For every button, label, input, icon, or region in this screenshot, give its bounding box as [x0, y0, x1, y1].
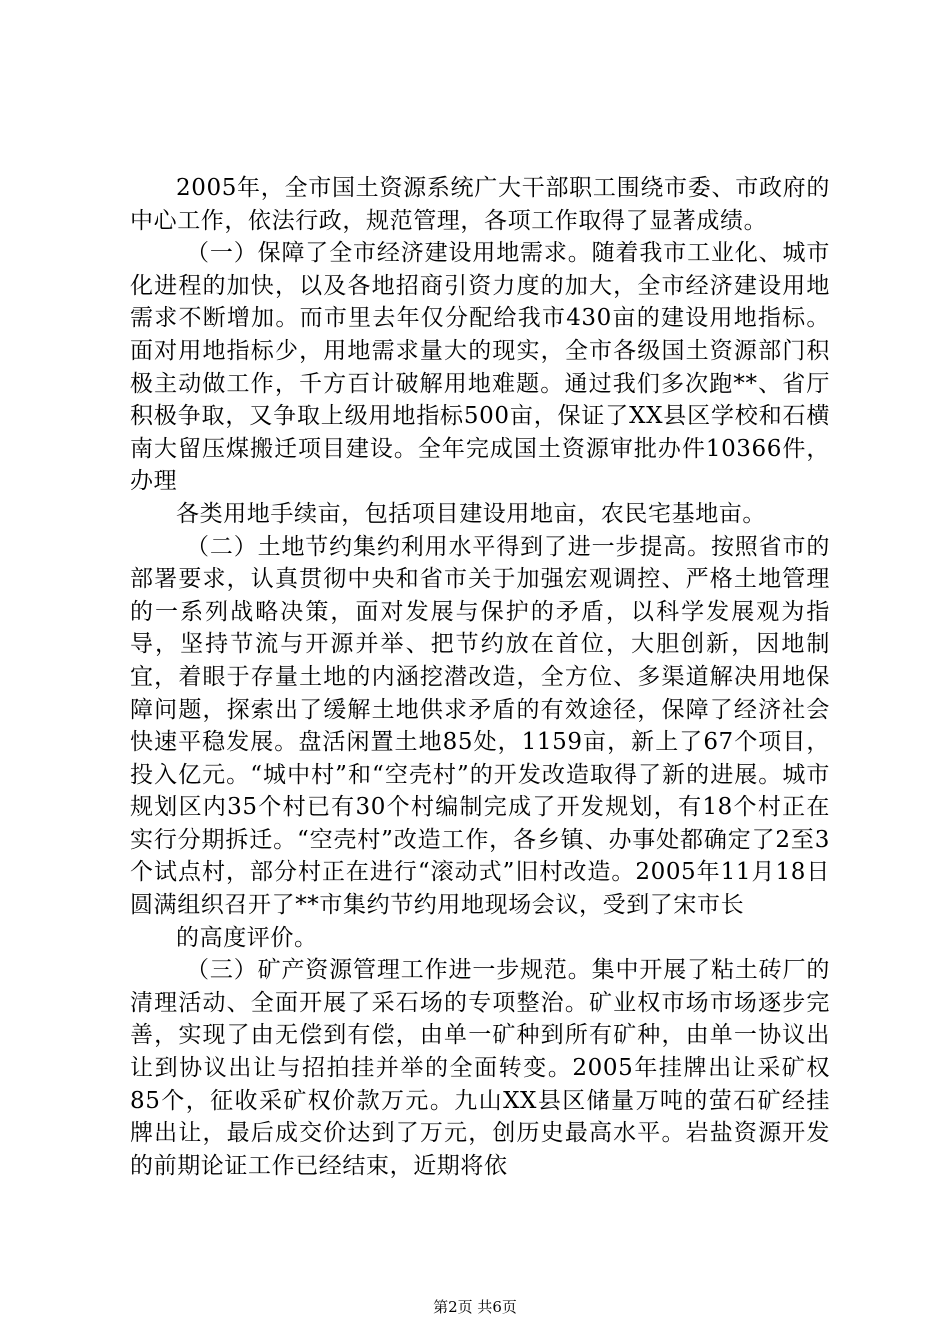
document-body: [130, 172, 830, 1182]
paragraph-section-2-continued: 的高度评价。: [176, 924, 318, 951]
paragraph-section-1: （一）保障了全市经济建设用地需求。随着我市工业化、城市化进程的加快，以及各地招商引资力度的加大，全市经济建设用地需求不断增加。而市里去年仅分配给我市430亩的建设用地指标。面对用地指标少，用地需求量大的现实，全市各级国土资源部门积极主动做工作，千方百计破解用地难题。通过我们多次跑**、省厅积极争取，又争取上级用地指标500亩，保证了XX县区学校和石横南大留压煤搬迁项目建设。全年完成国土资源审批办件10366件，办理: [130, 240, 830, 495]
paragraph-section-3: （三）矿产资源管理工作进一步规范。集中开展了粘土砖厂的清理活动、全面开展了采石场的专项整治。矿业权市场市场逐步完善，实现了由无偿到有偿，由单一矿种到所有矿种，由单一协议出让到协议出让与招拍挂并举的全面转变。2005年挂牌出让采矿权85个，征收采矿权价款万元。九山XX县区储量万吨的萤石矿经挂牌出让，最后成交价达到了万元，创历史最高水平。岩盐资源开发的前期论证工作已经结束，近期将依: [130, 957, 830, 1179]
paragraph-section-2: （二）土地节约集约利用水平得到了进一步提高。按照省市的部署要求，认真贯彻中央和省市关于加强宏观调控、严格土地管理的一系列战略决策，面对发展与保护的矛盾，以科学发展观为指导，坚持节流与开源并举、把节约放在首位，大胆创新，因地制宜，着眼于存量土地的内涵挖潜改造，全方位、多渠道解决用地保障问题，探索出了缓解土地供求矛盾的有效途径，保障了经济社会快速平稳发展。盘活闲置土地85处，1159亩，新上了67个项目，投入亿元。“城中村”和“空壳村”的开发改造取得了新的进展。城市规划区内35个村已有30个村编制完成了开发规划，有18个村正在实行分期拆迁。“空壳村”改造工作，各乡镇、办事处都确定了2至3个试点村，部分村正在进行“滚动式”旧村改造。2005年11月18日圆满组织召开了**市集约节约用地现场会议，受到了宋市长: [130, 533, 830, 919]
paragraph-intro: 2005年，全市国土资源系统广大干部职工围绕市委、市政府的中心工作，依法行政，规范管理，各项工作取得了显著成绩。: [130, 175, 830, 234]
paragraph-section-1-continued: 各类用地手续亩，包括项目建设用地亩，农民宅基地亩。: [176, 500, 766, 527]
page-number-footer: 第2页 共6页: [433, 1298, 517, 1316]
